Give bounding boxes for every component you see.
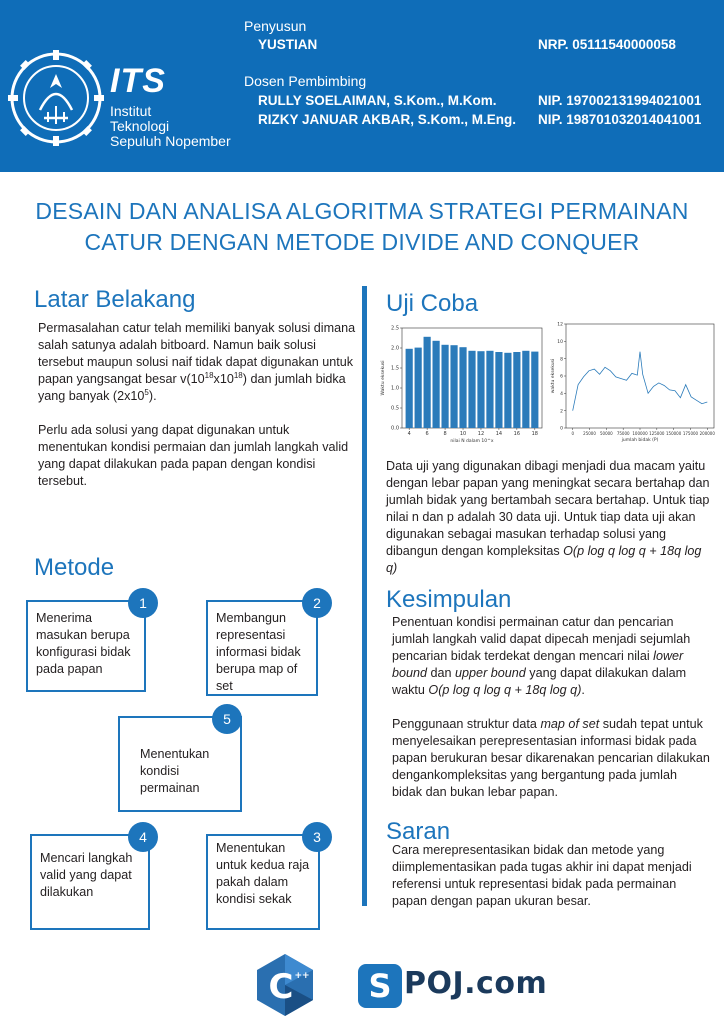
- line-chart-ytick-label: 10: [557, 340, 563, 346]
- method-step-2-text: Membangun representasi informasi bidak berupa map of set: [216, 611, 301, 693]
- method-step-4-text: Mencari langkah valid yang dapat dilakukan: [40, 851, 133, 899]
- bar-chart-ytick-label: 0.0: [391, 425, 399, 432]
- institution-line-3: Sepuluh Nopember: [110, 133, 231, 149]
- spoj-logo: [358, 962, 558, 1010]
- uji-coba-text: [386, 458, 712, 594]
- kesimpulan-paragraph-1: Penentuan kondisi permainan catur dan pencarian jumlah langkah valid dapat dipecah menjadi sejumlah pencarian bidak terdekat dengan mencari nilai lower bound dan upper bound yang dapat dilakukan dalam waktu O(p log q log q + 18q log q).: [392, 615, 691, 697]
- latar-belakang-paragraph-1: Permasalahan catur telah memiliki banyak solusi dimana salah satunya adalah bitboard. Namun baik solusi tersebut maupun solusi naif tidak dapat digunakan untuk papan yangsangat besar $v(10^{18}x10^{18})$ dan jumlah bidka yang banyak $(2x10^5)$.: [38, 321, 356, 403]
- bar-chart-bar: [406, 349, 413, 428]
- bar-chart-bar: [522, 351, 529, 428]
- bar-chart-ylabel: Waktu eksekusi: [381, 360, 386, 396]
- line-chart-frame: [566, 324, 714, 428]
- bar-chart-bar: [477, 351, 484, 428]
- bar-chart-xtick-label: 6: [425, 431, 429, 437]
- latar-belakang-paragraph-2: Perlu ada solusi yang dapat digunakan untuk menentukan kondisi permaian dan jumlah langkah valid yang dapat dilakukan pada papan dengan kondisi tersebut.: [38, 423, 349, 488]
- method-step-3-text: Menentukan untuk kedua raja pakah dalam kondisi sekak: [216, 841, 310, 906]
- kesimpulan-paragraph-2: Penggunaan struktur data map of set sudah tepat untuk menyelesaikan perepresentasian informasi bidak pada papan berukuran besar dikarenakan pencarian dilakukan dengankompleksitas yang bergantung pada jumlah bidak dan bukan lebar papan.: [392, 717, 710, 799]
- kesimpulan-text: [392, 614, 710, 818]
- line-chart-ylabel: waktu eksekusi: [551, 358, 556, 394]
- bar-chart-bar: [441, 345, 448, 428]
- line-chart-ytick-label: 0: [560, 426, 563, 432]
- line-chart-ytick-label: 12: [557, 322, 563, 328]
- institution-name: [110, 104, 231, 149]
- method-step-1: [26, 600, 146, 692]
- advisor-label: Dosen Pembimbing: [244, 73, 367, 89]
- its-logo-text: ITS: [110, 62, 166, 100]
- cpp-logo-plus: ++: [294, 971, 310, 981]
- bar-chart-xtick-label: 8: [443, 431, 447, 437]
- bar-chart-bar: [495, 352, 502, 428]
- saran-heading: Saran: [386, 818, 451, 845]
- method-step-2: [206, 600, 318, 696]
- bar-chart-bar: [486, 351, 493, 428]
- bar-chart-xtick-label: 12: [477, 431, 485, 437]
- uji-coba-heading: Uji Coba: [386, 290, 479, 317]
- bar-chart-svg: [378, 318, 546, 448]
- its-seal-icon: [6, 48, 106, 148]
- line-chart-xtick-label: 150000: [665, 431, 682, 436]
- bar-chart-bar: [504, 353, 511, 428]
- poster-title-line-1: DESAIN DAN ANALISA ALGORITMA STRATEGI PERMAINAN: [35, 198, 689, 224]
- bar-chart-xtick-label: 4: [407, 431, 411, 437]
- method-step-1-text: Menerima masukan berupa konfigurasi bidak pada papan: [36, 611, 131, 676]
- bar-chart-ytick-label: 2.0: [391, 345, 399, 352]
- bar-chart-ytick-label: 2.5: [391, 325, 399, 332]
- spoj-logo-s: S: [358, 964, 402, 1008]
- author-label: Penyusun: [244, 18, 307, 34]
- institution-line-1: Institut: [110, 103, 152, 119]
- poster-title: [0, 196, 724, 258]
- method-step-1-number: 1: [128, 588, 158, 618]
- line-chart-xtick-label: 200000: [699, 431, 715, 436]
- advisor-2-id: NIP. 198701032014041001: [538, 112, 702, 127]
- spoj-logo-text: POJ.com: [404, 966, 548, 1001]
- line-chart-ytick-label: 4: [560, 392, 563, 398]
- cpp-logo-letter: C: [268, 967, 294, 1007]
- bar-chart-bar: [459, 347, 466, 428]
- line-chart-xtick-label: 100000: [632, 431, 648, 436]
- kesimpulan-heading: Kesimpulan: [386, 586, 512, 613]
- bar-chart-xtick-label: 10: [459, 431, 467, 437]
- institution-logo: [0, 0, 238, 172]
- author-id: NRP. 05111540000058: [538, 37, 676, 52]
- bar-chart-bar: [468, 351, 475, 428]
- bar-chart-ytick-label: 0.5: [391, 405, 399, 412]
- line-chart-xtick-label: 75000: [616, 431, 630, 436]
- advisor-1-id: NIP. 197002131994021001: [538, 93, 702, 108]
- bar-chart-ytick-label: 1.0: [391, 385, 399, 392]
- bar-chart-bar: [415, 348, 422, 428]
- bar-chart-bar: [433, 341, 440, 428]
- metode-heading: Metode: [34, 554, 115, 581]
- line-chart-svg: [550, 316, 718, 448]
- line-chart-ytick-label: 2: [560, 409, 563, 415]
- poster-title-line-2: CATUR DENGAN METODE DIVIDE AND CONQUER: [84, 229, 640, 255]
- saran-paragraph: Cara merepresentasikan bidak dan metode yang diimplementasikan pada tugas akhir ini dapat menjadi referensi untuk representasi bidak pada permainan papan dengan papan ukuran besar.: [392, 843, 692, 908]
- line-chart-series: [573, 352, 708, 411]
- bar-chart-xtick-label: 14: [495, 431, 503, 437]
- bar-chart-ytick-label: 1.5: [391, 365, 399, 372]
- method-step-5-number: 5: [212, 704, 242, 734]
- line-chart-xtick-label: 25000: [583, 431, 596, 436]
- header: [0, 0, 724, 172]
- bar-chart-bar: [513, 352, 520, 428]
- chart-board-width: [378, 318, 546, 448]
- advisor-2-name: RIZKY JANUAR AKBAR, S.Kom., M.Eng.: [258, 112, 517, 127]
- institution-line-2: Teknologi: [110, 118, 170, 134]
- latar-belakang-text: [38, 320, 356, 507]
- column-divider: [362, 286, 367, 906]
- line-chart-ytick-label: 6: [560, 374, 563, 380]
- line-chart-xtick-label: 0: [571, 431, 575, 436]
- chart-piece-count: [550, 316, 718, 448]
- uji-coba-paragraph: Data uji yang digunakan dibagi menjadi dua macam yaitu dengan lebar papan yang meningkat secara bertahap dan jumlah bidak yang bertambah secara bertahap. Untuk tiap nilai n dan p adalah 30 data uji. Untuk tiap data uji akan digunakan sebagai masukan terhadap solusi yang dibangun dengan kompleksitas O(p log q log q + 18q log q): [386, 459, 710, 575]
- method-step-4-number: 4: [128, 822, 158, 852]
- bar-chart-bar: [531, 352, 538, 428]
- line-chart-xlabel: jumlah bidak (P): [621, 438, 659, 443]
- line-chart-xtick-label: 50000: [599, 431, 613, 436]
- bar-chart-xlabel: nilai N dalam 10^x: [450, 439, 494, 444]
- line-chart-xtick-label: 175000: [682, 431, 699, 436]
- saran-text: [392, 842, 710, 927]
- bar-chart-xtick-label: 16: [513, 431, 521, 437]
- line-chart-ytick-label: 8: [560, 357, 563, 363]
- method-step-3-number: 3: [302, 822, 332, 852]
- advisor-1-name: RULLY SOELAIMAN, S.Kom., M.Kom.: [258, 93, 497, 108]
- bar-chart-xtick-label: 18: [531, 431, 539, 437]
- bar-chart-bar: [424, 337, 431, 428]
- cpp-logo-icon: [252, 952, 318, 1018]
- method-step-5-text: Menentukan kondisi permainan: [140, 747, 210, 795]
- bar-chart-bar: [450, 345, 457, 428]
- latar-belakang-heading: Latar Belakang: [34, 286, 196, 313]
- method-step-3: [206, 834, 320, 930]
- author-name: YUSTIAN: [258, 37, 318, 52]
- line-chart-xtick-label: 125000: [649, 431, 665, 436]
- method-step-2-number: 2: [302, 588, 332, 618]
- method-step-4: [30, 834, 150, 930]
